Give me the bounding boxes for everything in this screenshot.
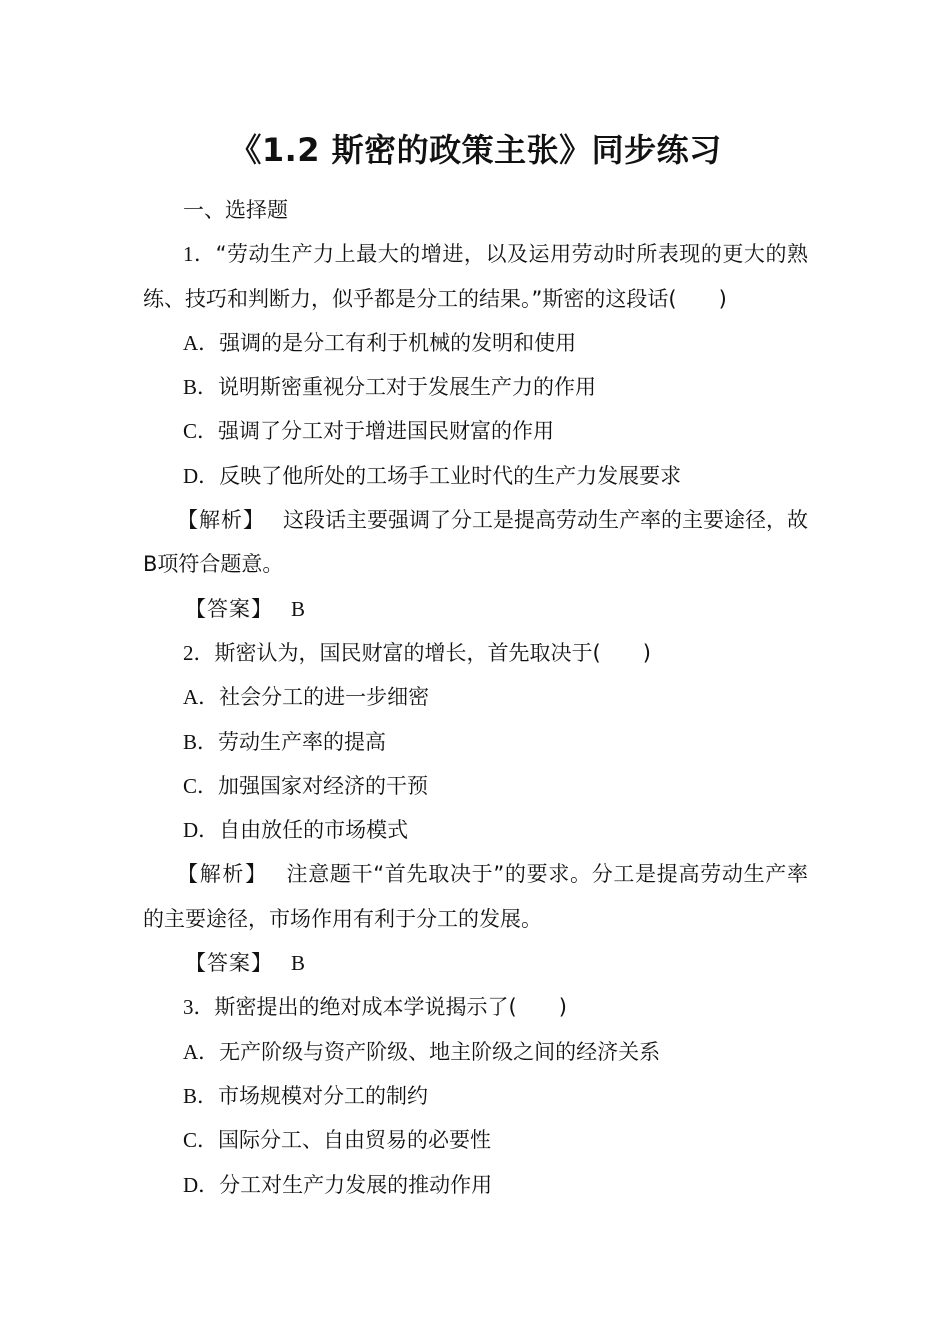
option-text: 国际分工、自由贸易的必要性: [218, 1128, 492, 1153]
analysis-text: 这段话主要强调了分工是提高劳动生产率的主要途径，故B项符合题意。: [143, 508, 808, 577]
analysis: [143, 498, 808, 587]
option-text: 分工对生产力发展的推动作用: [219, 1172, 493, 1197]
option-letter: A．: [183, 685, 220, 710]
answer-value: B: [291, 951, 306, 976]
answer-value: B: [291, 596, 306, 621]
option-letter: D．: [183, 463, 220, 488]
question-1: [143, 232, 808, 631]
question-text: 斯密提出的绝对成本学说揭示了( ): [214, 995, 567, 1020]
option-letter: D．: [183, 818, 220, 843]
option-b: [143, 1074, 808, 1118]
option-a: [143, 675, 808, 719]
option-d: [143, 808, 808, 852]
document-page: [143, 118, 808, 1207]
answer: [143, 587, 808, 631]
analysis-tag: 【解析】: [177, 508, 265, 533]
question-stem: [143, 631, 808, 675]
option-b: [143, 365, 808, 409]
question-number: 2．: [183, 640, 215, 665]
option-letter: B．: [183, 375, 219, 400]
option-letter: C．: [183, 773, 219, 798]
option-text: 市场规模对分工的制约: [218, 1083, 429, 1108]
analysis-text: 注意题干“首先取决于”的要求。分工是提高劳动生产率的主要途径，市场作用有利于分工的发展。: [143, 862, 808, 931]
analysis-tag: 【解析】: [177, 862, 268, 887]
option-letter: A．: [183, 330, 220, 355]
option-text: 反映了他所处的工场手工业时代的生产力发展要求: [219, 463, 682, 488]
option-text: 加强国家对经济的干预: [218, 773, 429, 798]
question-number: 3．: [183, 995, 215, 1020]
option-text: 无产阶级与资产阶级、地主阶级之间的经济关系: [219, 1039, 661, 1064]
option-letter: C．: [183, 419, 219, 444]
option-letter: A．: [183, 1039, 220, 1064]
option-letter: B．: [183, 729, 219, 754]
question-text: 斯密认为，国民财富的增长，首先取决于( ): [214, 640, 651, 665]
answer-tag: 【答案】: [185, 951, 273, 976]
analysis: [143, 852, 808, 941]
answer-tag: 【答案】: [185, 596, 273, 621]
option-text: 社会分工的进一步细密: [219, 685, 430, 710]
option-a: [143, 321, 808, 365]
question-stem: [143, 232, 808, 321]
option-c: [143, 1118, 808, 1162]
question-stem: [143, 985, 808, 1029]
question-2: [143, 631, 808, 985]
option-c: [143, 409, 808, 453]
option-d: [143, 454, 808, 498]
page-title: 《1.2 斯密的政策主张》同步练习: [229, 131, 722, 169]
option-b: [143, 720, 808, 764]
option-text: 劳动生产率的提高: [218, 729, 387, 754]
section-heading: 一、选择题: [183, 198, 288, 222]
option-letter: D．: [183, 1172, 220, 1197]
option-text: 自由放任的市场模式: [219, 818, 409, 843]
question-text: “劳动生产力上最大的增进，以及运用劳动时所表现的更大的熟练、技巧和判断力，似乎都是分工的结果。”斯密的这段话( ): [143, 242, 808, 311]
option-a: [143, 1030, 808, 1074]
option-text: 强调了分工对于增进国民财富的作用: [218, 419, 555, 444]
option-d: [143, 1163, 808, 1207]
option-c: [143, 764, 808, 808]
option-letter: C．: [183, 1128, 219, 1153]
question-3: [143, 985, 808, 1206]
option-letter: B．: [183, 1083, 219, 1108]
question-number: 1．: [183, 242, 216, 267]
option-text: 强调的是分工有利于机械的发明和使用: [219, 330, 577, 355]
option-text: 说明斯密重视分工对于发展生产力的作用: [218, 375, 597, 400]
answer: [143, 941, 808, 985]
